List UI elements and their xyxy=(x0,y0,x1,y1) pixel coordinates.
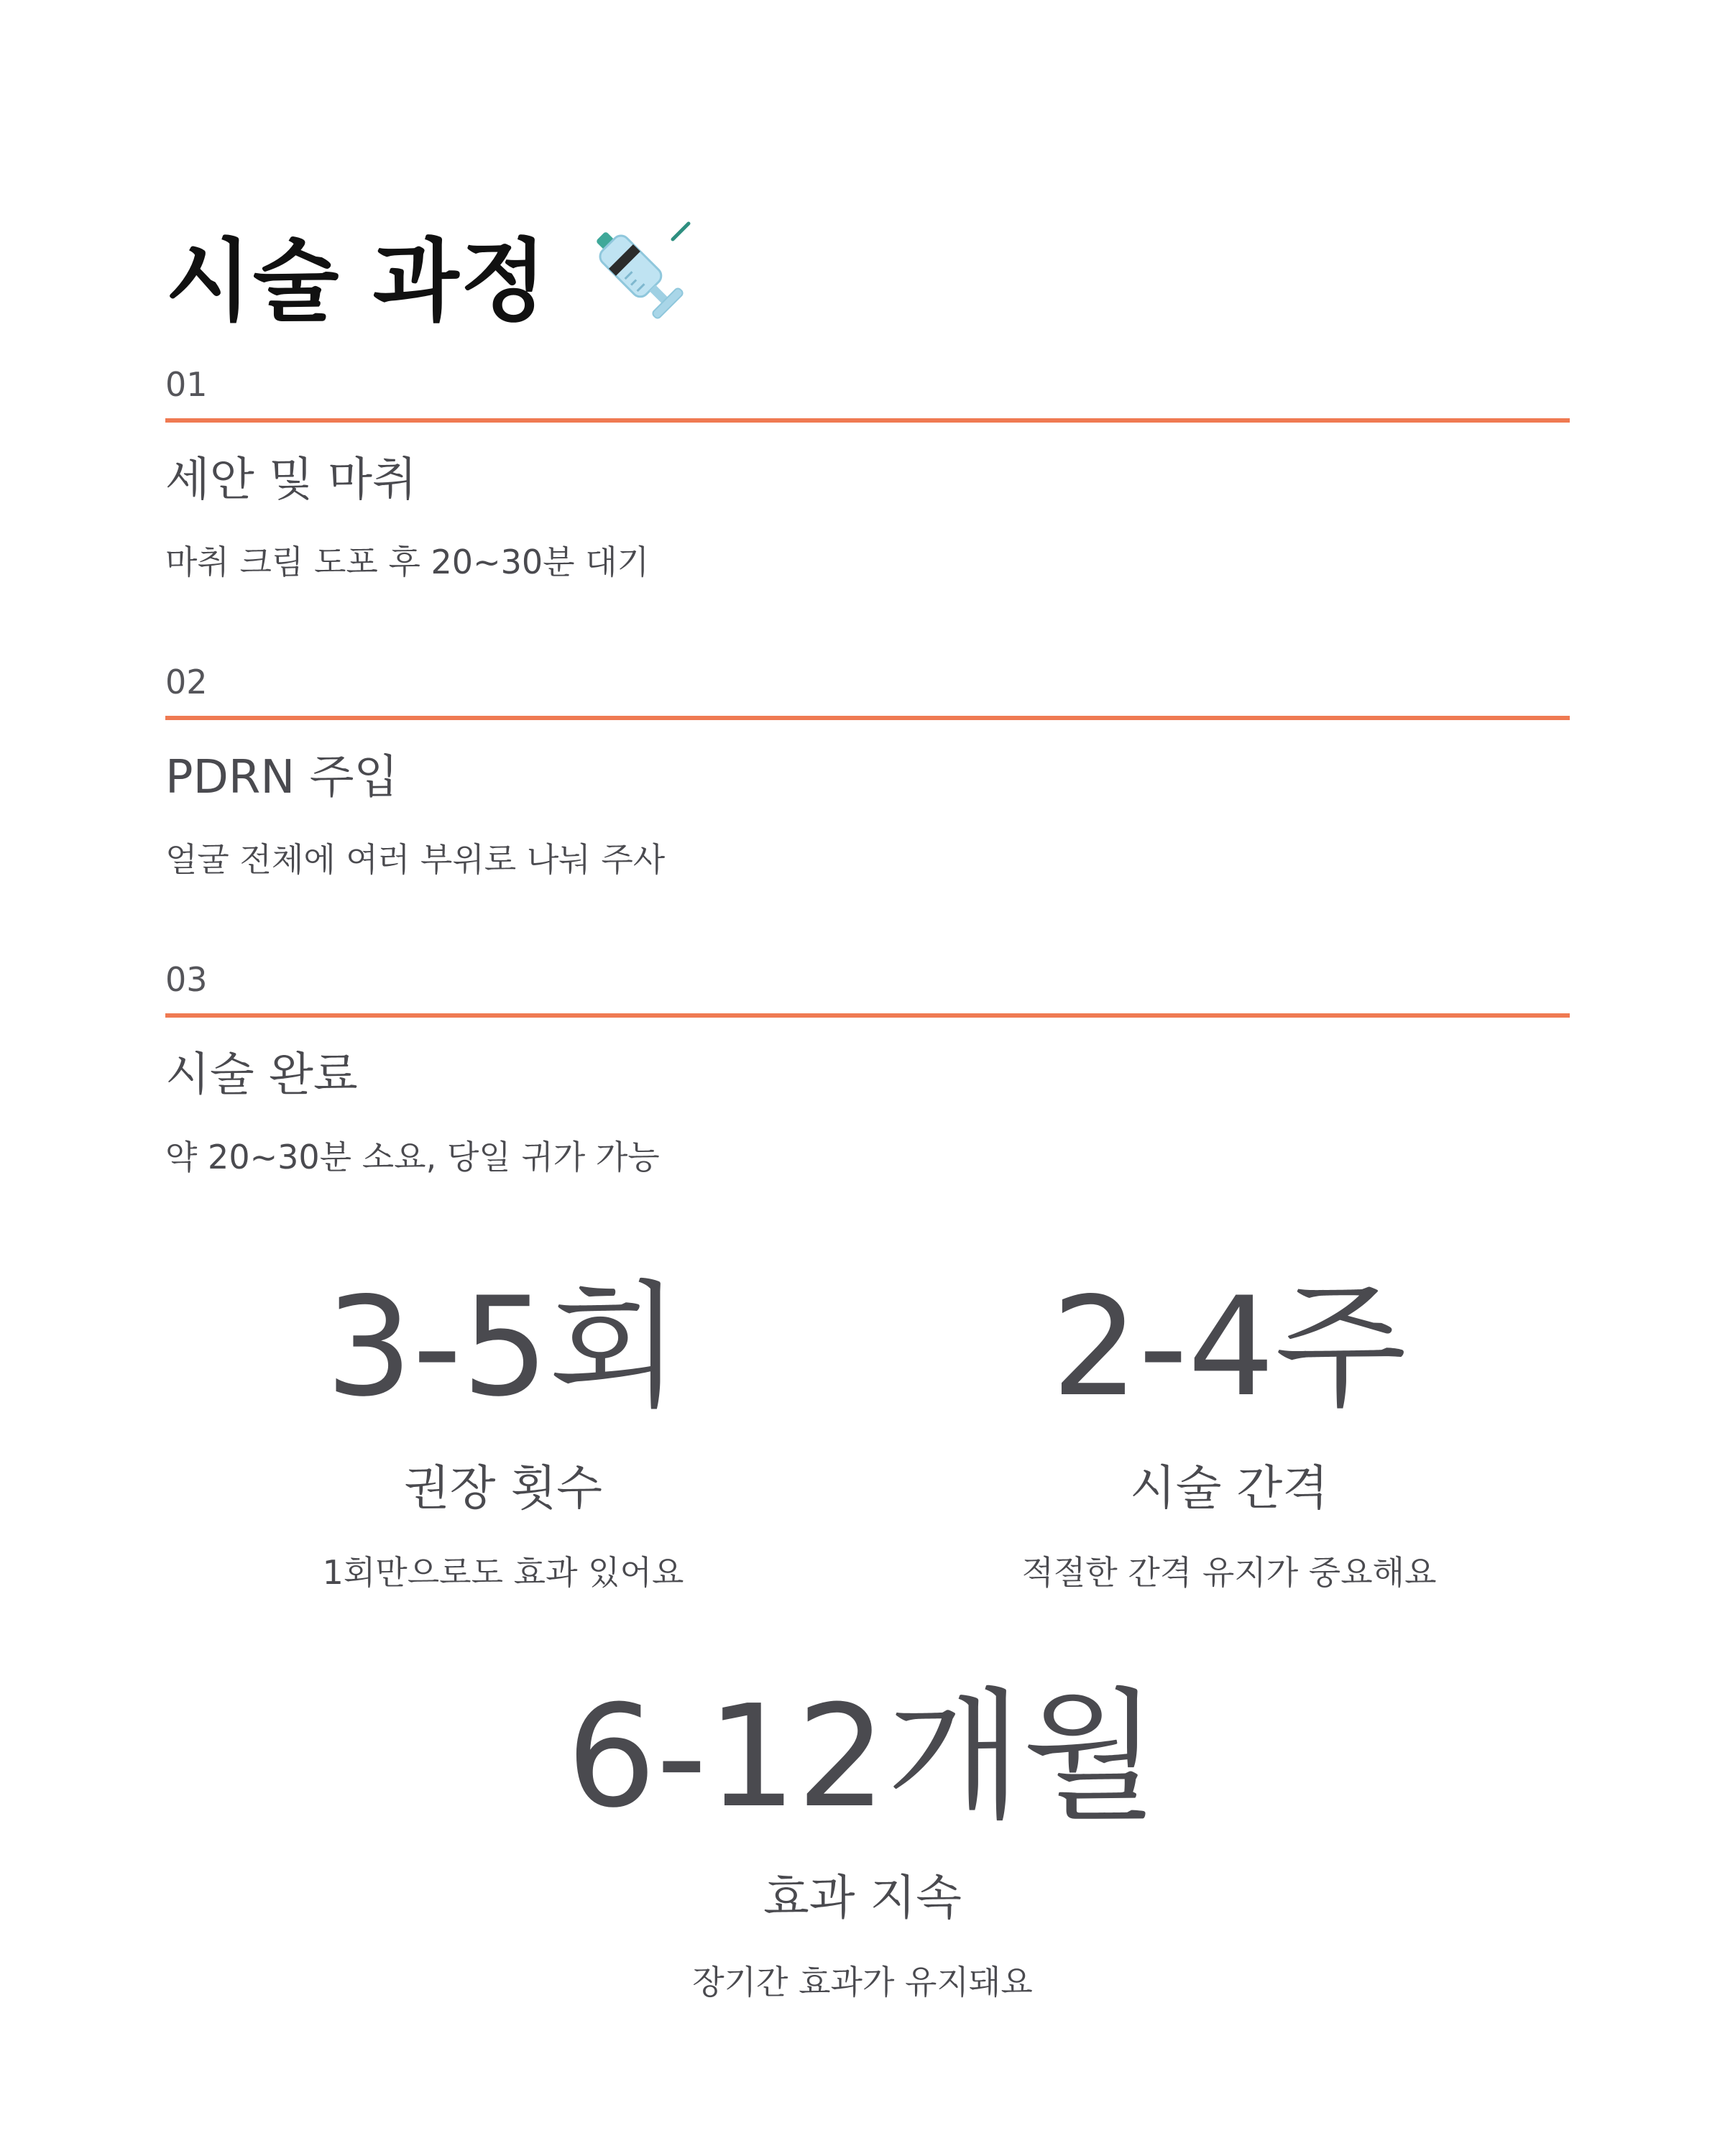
stat-effect-duration xyxy=(539,1674,1186,2005)
step-number: 03 xyxy=(165,960,208,999)
stat-recommended-count xyxy=(180,1265,827,1595)
step-title: 시술 완료 xyxy=(165,1049,358,1102)
stat-description: 적절한 간격 유지가 중요해요 xyxy=(1021,1553,1437,1592)
step-title: 세안 및 마취 xyxy=(165,453,417,507)
page-title-text: 시술 과정 xyxy=(165,230,548,334)
stat-value: 3-5회 xyxy=(326,1268,681,1427)
step-item xyxy=(165,657,1570,954)
stat-value: 6-12개월 xyxy=(566,1675,1159,1839)
step-description: 마취 크림 도포 후 20~30분 대기 xyxy=(165,543,650,581)
syringe-icon xyxy=(581,216,696,331)
step-description: 얼굴 전체에 여러 부위로 나눠 주사 xyxy=(165,840,666,879)
procedure-steps xyxy=(165,359,1570,1252)
step-divider xyxy=(165,716,1570,720)
step-item xyxy=(165,954,1570,1252)
stat-label: 권장 횟수 xyxy=(403,1460,602,1516)
step-divider xyxy=(165,418,1570,423)
step-divider xyxy=(165,1013,1570,1018)
step-item xyxy=(165,359,1570,657)
stat-treatment-interval xyxy=(906,1265,1552,1595)
page-title xyxy=(165,216,696,334)
stat-label: 시술 간격 xyxy=(1129,1460,1328,1516)
stat-value: 2-4주 xyxy=(1052,1268,1407,1427)
stat-description: 1회만으로도 효과 있어요 xyxy=(322,1553,684,1592)
stat-description: 장기간 효과가 유지돼요 xyxy=(692,1963,1033,2001)
step-number: 02 xyxy=(165,663,208,701)
step-description: 약 20~30분 소요, 당일 귀가 가능 xyxy=(165,1138,660,1176)
step-title: PDRN 주입 xyxy=(165,751,399,804)
step-number: 01 xyxy=(165,365,208,404)
stat-label: 효과 지속 xyxy=(763,1870,962,1925)
